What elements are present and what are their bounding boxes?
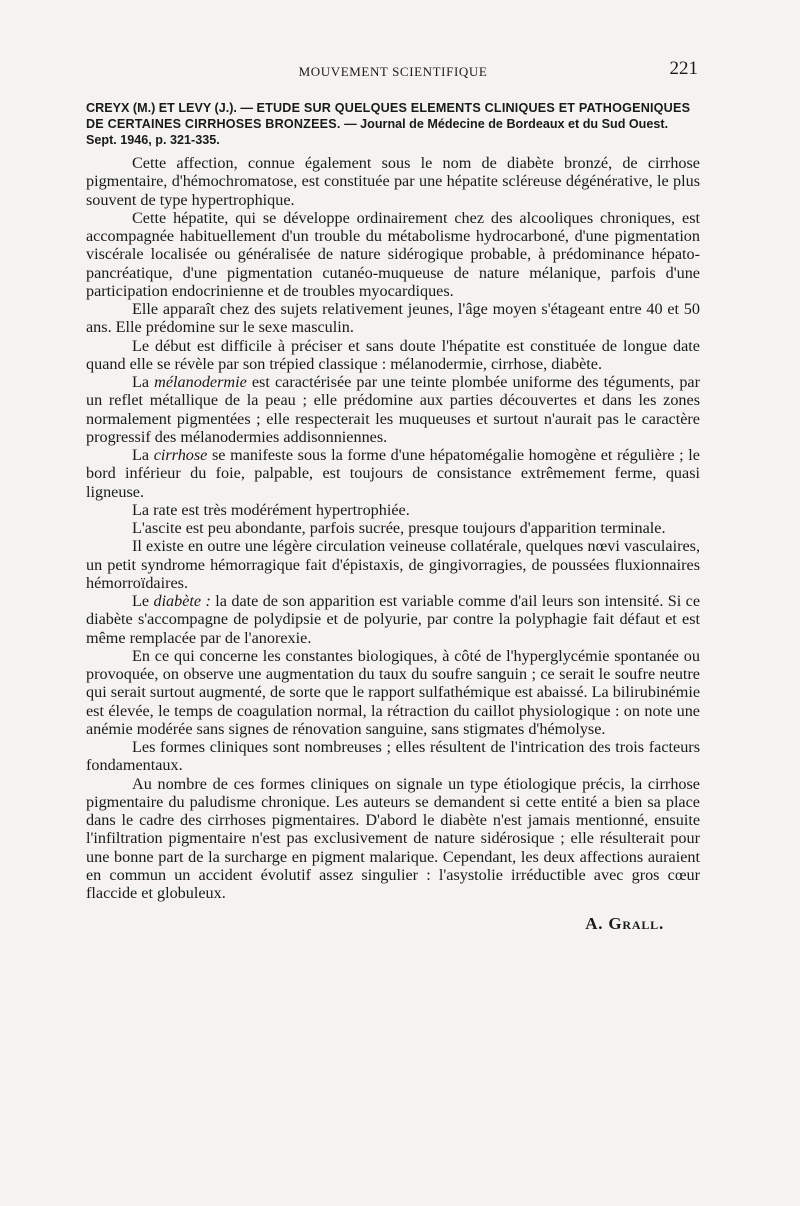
running-header (86, 58, 700, 84)
article-body (86, 154, 700, 902)
paragraph: En ce qui concerne les constantes biologiques, à côté de l'hyperglycémie spontanée ou provoquée, on observe une augmentation du taux du soufre sanguin ; ce serait le soufre neutre qui serait surtout augmenté, de sorte que le rapport sulfathémique est abaissé. La bilirubinémie est élevée, le temps de coagulation normal, la rétraction du caillot physiologique : on note une anémie modérée sans signes de rénovation sanguine, sans stigmates d'hémolyse. (86, 646, 700, 738)
paragraph: Cette hépatite, qui se développe ordinairement chez des alcooliques chroniques, est accompagnée habituellement d'un trouble du métabolisme hydrocarboné, d'une pigmentation viscérale localisée ou généralisée de nature sidérogique probable, à prédominance hépato-pancréatique, d'une pigmentation cutanéo-muqueuse de nature mélanique, parfois d'une participation endocrinienne et de troubles myocardiques. (86, 208, 700, 300)
paragraph: Au nombre de ces formes cliniques on signale un type étiologique précis, la cirrhose pigmentaire du paludisme chronique. Les auteurs se demandent si cette entité a bien sa place dans le cadre des cirrhoses pigmentaires. D'abord le diabète n'est jamais mentionné, ensuite l'infiltration pigmentaire n'est pas exclusivement de nature sidérosique ; elle résulterait pour une bonne part de la surcharge en pigment malarique. Cependant, les deux affections auraient en commun un accident évolutif assez singulier : l'asystolie irréductible avec gros cœur flaccide et globuleux. (86, 774, 700, 902)
paragraph: L'ascite est peu abondante, parfois sucrée, presque toujours d'apparition terminale. (132, 519, 666, 537)
document-page (86, 58, 700, 934)
italic-term: diabète : (153, 592, 211, 610)
page-number: 221 (669, 58, 698, 79)
paragraph: Il existe en outre une légère circulation veineuse collatérale, quelques nœvi vasculaires, un petit syndrome hémorragique fait d'épistaxis, de gingivorragies, de poussées fluxionnaires hémorroïdaires. (86, 537, 700, 592)
paragraph: Cette affection, connue également sous le nom de diabète bronzé, de cirrhose pigmentaire, d'hémochromatose, est constituée par une hépatite scléreuse dégénérative, le plus souvent de type hypertrophique. (86, 154, 700, 209)
paragraph: La cirrhose se manifeste sous la forme d'une hépatomégalie homogène et régulière ; le bord inférieur du foie, palpable, est toujours de consistance extrêmement ferme, quasi ligneuse. (86, 446, 700, 501)
reference-title: ETUDE SUR QUELQUES ELEMENTS CLINIQUES ET PATHOGENIQUES DE CERTAINES CIRRHOSES BRONZEES. (86, 101, 691, 131)
reference-source: — Journal de Médecine de Bordeaux et du Sud Ouest. Sept. 1946, p. 321-335. (86, 117, 669, 147)
paragraph: Le diabète : la date de son apparition est variable comme d'ail leurs son intensité. Si ce diabète s'accompagne de polydipsie et de polyurie, par contre la polyphagie fait défaut et est même remplacée par de l'anorexie. (86, 592, 701, 647)
paragraph: Les formes cliniques sont nombreuses ; elles résultent de l'intrication des trois facteurs fondamentaux. (86, 738, 700, 775)
paragraph: Elle apparaît chez des sujets relativement jeunes, l'âge moyen s'étageant entre 40 et 50 ans. Elle prédomine sur le sexe masculin. (86, 300, 700, 337)
paragraph: La mélanodermie est caractérisée par une teinte plombée uniforme des téguments, par un reflet métallique de la peau ; elle prédomine aux parties découvertes et dans les zones normalement pigmentées ; elle respecterait les muqueuses et surtout n'aurait pas le caractère progressif des mélanodermies addisonniennes. (86, 373, 700, 446)
bibliographic-reference (86, 100, 700, 148)
running-title: MOUVEMENT SCIENTIFIQUE (298, 64, 488, 79)
italic-term: mélanodermie (154, 373, 247, 391)
author-signature: A. Grall. (585, 914, 664, 934)
italic-term: cirrhose (153, 446, 208, 464)
paragraph: La rate est très modérément hypertrophiée. (132, 500, 410, 519)
paragraph: Le début est difficile à préciser et sans doute l'hépatite est constituée de longue date quand elle se révèle par son trépied classique : mélanodermie, cirrhose, diabète. (86, 336, 700, 373)
reference-authors: CREYX (M.) ET LEVY (J.). — (86, 101, 254, 115)
